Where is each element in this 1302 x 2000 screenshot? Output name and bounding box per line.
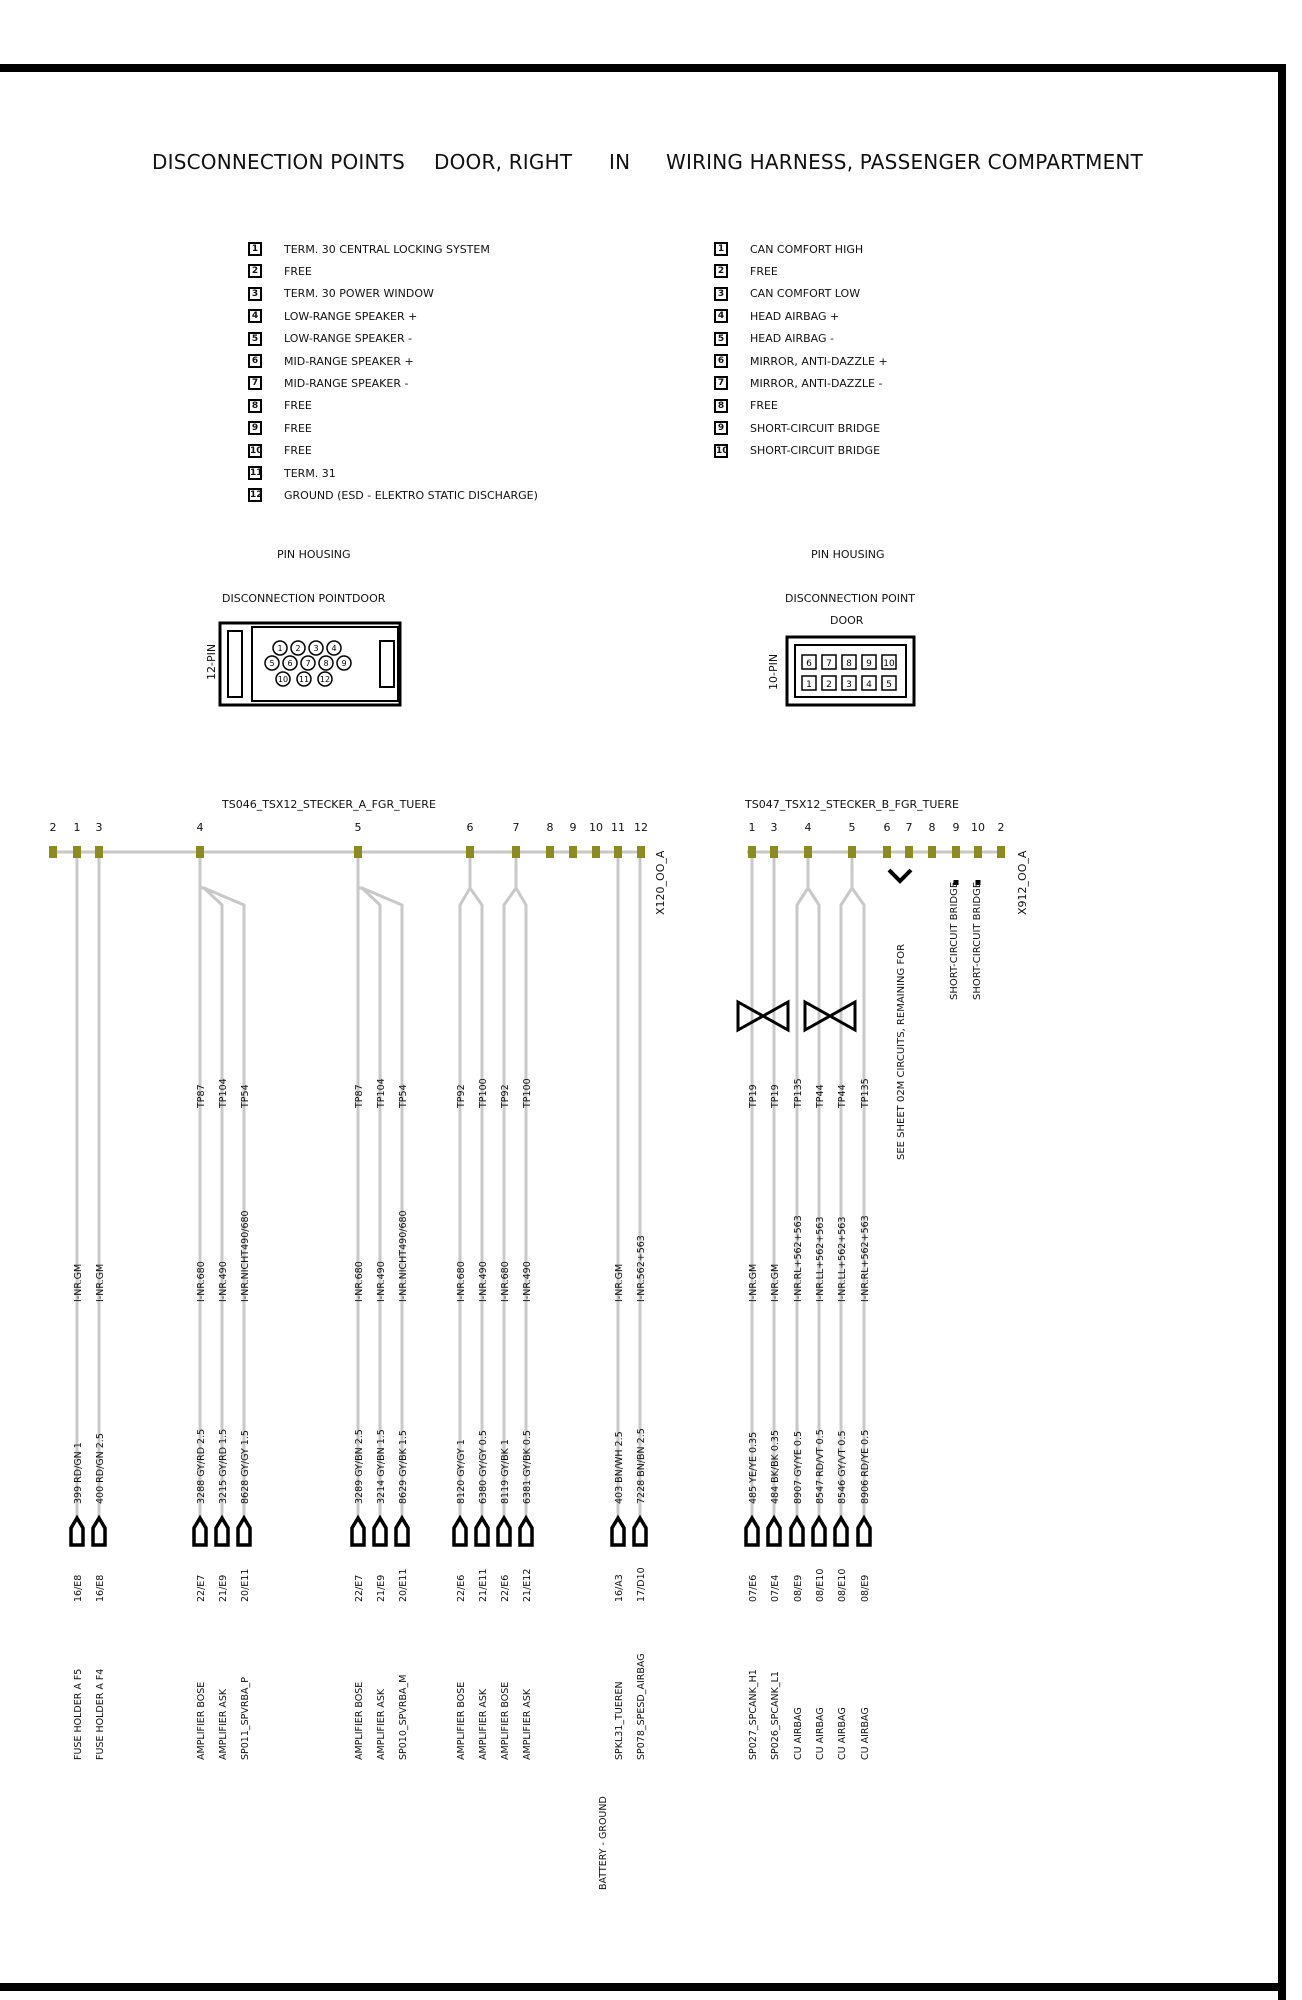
harness-left-pin-number: 1 xyxy=(73,821,81,834)
pin-description: FREE xyxy=(284,421,312,435)
wire-location-label: 22/E6 xyxy=(456,1574,467,1602)
harness-right-pin-number: 6 xyxy=(883,821,891,834)
wire xyxy=(516,858,526,1522)
harness-right-pin-marker xyxy=(928,846,936,858)
left-connector-pin-number: 1 xyxy=(277,644,283,653)
right-connector-pin-number: 9 xyxy=(866,659,872,669)
harness-right-pin-number: 9 xyxy=(952,821,960,834)
pin-description: LOW-RANGE SPEAKER - xyxy=(284,332,413,346)
left-connector-pin-number: 7 xyxy=(305,659,311,668)
wire xyxy=(841,858,852,1522)
wire xyxy=(470,858,482,1522)
wire-location-label: 21/E12 xyxy=(522,1568,533,1602)
harness-left-name: TS046_TSX12_STECKER_A_FGR_TUERE xyxy=(222,798,436,811)
pin-number-box: 7 xyxy=(714,376,728,390)
wire-location-label: 22/E6 xyxy=(500,1574,511,1602)
wire-spec-label: 8547 RD/VT 0.5 xyxy=(815,1429,826,1504)
right-connector-pin-number: 7 xyxy=(826,659,832,669)
test-point-label: TP54 xyxy=(398,1084,409,1108)
wire-reference-label: I-NR.GM xyxy=(748,1263,759,1302)
wire-terminal xyxy=(498,1518,510,1545)
harness-left-pin-marker xyxy=(466,846,474,858)
harness-right-pin-marker xyxy=(952,846,960,858)
wire-reference-label: I-NR.NICHT490/680 xyxy=(240,1210,251,1302)
pin-description: HEAD AIRBAG - xyxy=(750,332,834,346)
wire-location-label: 20/E11 xyxy=(240,1568,251,1602)
wire-terminal xyxy=(520,1518,532,1545)
test-point-label: TP19 xyxy=(748,1084,759,1108)
harness-right-pin-number: 5 xyxy=(848,821,856,834)
left-connector-pin-number: 10 xyxy=(277,675,289,684)
wire-component-label: AMPLIFIER ASK xyxy=(218,1688,229,1760)
pin-description: TERM. 30 POWER WINDOW xyxy=(284,287,434,301)
harness-left-pin-number: 7 xyxy=(512,821,520,834)
harness-left-pin-marker xyxy=(196,846,204,858)
wire-location-label: 08/E9 xyxy=(860,1574,871,1602)
harness-left-pin-marker xyxy=(512,846,520,858)
left-connector-pin-number: 6 xyxy=(287,659,293,668)
wire-reference-label: I-NR.GM xyxy=(770,1263,781,1302)
pin-number-box: 9 xyxy=(248,421,262,435)
wire-terminal xyxy=(835,1518,847,1545)
test-point-label: TP54 xyxy=(240,1084,251,1108)
left-connector-pin-number: 2 xyxy=(295,644,301,653)
wire-terminal xyxy=(454,1518,466,1545)
right-connector-pin-number: 4 xyxy=(866,680,872,690)
wire-location-label: 20/E11 xyxy=(398,1568,409,1602)
test-point-label: TP87 xyxy=(354,1084,365,1108)
test-point-label: TP92 xyxy=(456,1084,467,1108)
harness-left-pin-number: 9 xyxy=(569,821,577,834)
right-connector-housing xyxy=(767,637,914,705)
right-connector-caption-2: DOOR xyxy=(830,614,864,627)
wire-component-label: SP011_SPVRBA_P xyxy=(240,1677,251,1760)
pin-number-box: 9 xyxy=(714,421,728,435)
pin-number-box: 10 xyxy=(250,445,263,456)
wire-reference-label: I-NR.680 xyxy=(456,1261,467,1302)
wire-terminal xyxy=(858,1518,870,1545)
wire-location-label: 08/E9 xyxy=(793,1574,804,1602)
wire-spec-label: 3215 GY/RD 1.5 xyxy=(218,1428,229,1504)
pin-description: TERM. 31 xyxy=(284,466,336,480)
pin-number-box: 11 xyxy=(250,468,263,478)
short-circuit-bridge-label-1: SHORT-CIRCUIT BRIDGE xyxy=(949,881,960,1000)
right-connector-pin-number: 6 xyxy=(806,659,812,669)
wire-component-label-2: BATTERY - GROUND xyxy=(598,1796,609,1890)
harness-left-pin-number: 11 xyxy=(611,821,625,834)
harness-left-pin-number: 2 xyxy=(49,821,57,834)
test-point-label: TP135 xyxy=(793,1078,804,1108)
test-point-label: TP100 xyxy=(478,1078,489,1108)
twisted-pair-icon xyxy=(738,1002,788,1030)
left-connector-pin-number: 5 xyxy=(269,659,275,668)
wire-component-label: SP010_SPVRBA_M xyxy=(398,1674,409,1760)
wire-spec-label: 8628 GY/GY 1.5 xyxy=(240,1430,251,1504)
wire-spec-label: 8546 GY/VT 0.5 xyxy=(837,1430,848,1504)
wire xyxy=(852,858,864,1522)
pin-description: GROUND (ESD - ELEKTRO STATIC DISCHARGE) xyxy=(284,488,538,502)
wire-spec-label: 403 BN/WH 2.5 xyxy=(614,1431,625,1504)
harness-left-tag: X120_OO_A xyxy=(654,850,667,915)
test-point-label: TP104 xyxy=(218,1078,229,1108)
pin-number-box: 2 xyxy=(248,264,262,278)
wire-reference-label: I-NR.490 xyxy=(376,1261,387,1302)
pin-number-box: 1 xyxy=(714,242,728,256)
pin-number-box: 5 xyxy=(714,332,728,346)
wire-spec-label: 7228 BN/BN 2.5 xyxy=(636,1428,647,1504)
wire-terminal xyxy=(71,1518,83,1545)
wire-location-label: 21/E11 xyxy=(478,1568,489,1602)
pin-description: CAN COMFORT HIGH xyxy=(750,242,864,256)
pin-number-box: 4 xyxy=(714,309,728,323)
left-connector-housing xyxy=(205,623,400,705)
test-point-label: TP44 xyxy=(837,1084,848,1108)
wire-spec-label: 485 YE/YE 0.35 xyxy=(748,1431,759,1504)
wire-spec-label: 3289 GY/BN 2.5 xyxy=(354,1429,365,1504)
left-connector-pin-number: 8 xyxy=(323,659,329,668)
pin-number-box: 3 xyxy=(714,287,728,301)
title-disconnection-points: DISCONNECTION POINTS xyxy=(152,150,405,174)
wire-location-label: 16/E8 xyxy=(73,1574,84,1602)
wire-component-label: CU AIRBAG xyxy=(815,1707,826,1760)
wire-reference-label: I-NR.490 xyxy=(218,1261,229,1302)
wire xyxy=(200,858,222,1522)
wire-terminal xyxy=(813,1518,825,1545)
wire-reference-label: I-NR.490 xyxy=(522,1261,533,1302)
pin-number-box: 7 xyxy=(248,376,262,390)
harness-left-pin-marker xyxy=(592,846,600,858)
harness-right-pin-marker xyxy=(770,846,778,858)
wire-reference-label: I-NR.GM xyxy=(95,1263,106,1302)
harness-right-pin-number: 4 xyxy=(804,821,812,834)
sheet-note: SEE SHEET 02M CIRCUITS, REMAINING FOR xyxy=(896,943,907,1160)
test-point-label: TP19 xyxy=(770,1084,781,1108)
harness-left-pin-marker xyxy=(546,846,554,858)
left-connector-pin-count: 12-PIN xyxy=(205,643,218,680)
wire-component-label: AMPLIFIER BOSE xyxy=(354,1681,365,1760)
twisted-pair-icon xyxy=(805,1002,855,1030)
wire-terminal xyxy=(216,1518,228,1545)
wire xyxy=(358,858,380,1522)
wire-reference-label: I-NR.680 xyxy=(196,1261,207,1302)
harness-right-pin-number: 10 xyxy=(971,821,985,834)
pin-number-box: 6 xyxy=(248,354,262,368)
wire-location-label: 08/E10 xyxy=(815,1568,826,1602)
wire-reference-label: I-NR.RL+562+563 xyxy=(860,1215,871,1302)
harness-right-pin-marker xyxy=(997,846,1005,858)
wire-reference-label: I-NR.490 xyxy=(478,1261,489,1302)
wire-reference-label: I-NR.GM xyxy=(614,1263,625,1302)
wire-terminal xyxy=(612,1518,624,1545)
pin-description: FREE xyxy=(750,264,778,278)
harness-left-pin-number: 10 xyxy=(589,821,603,834)
wire xyxy=(797,858,808,1522)
harness-right-pin-number: 2 xyxy=(997,821,1005,834)
pin-number-box: 10 xyxy=(716,445,729,456)
harness-right-pin-marker xyxy=(748,846,756,858)
right-connector-pin-number: 2 xyxy=(826,680,832,690)
wire-terminal xyxy=(374,1518,386,1545)
harness-right-pin-number: 8 xyxy=(928,821,936,834)
pin-description: MID-RANGE SPEAKER - xyxy=(284,376,409,390)
wire-component-label: SPKL31_TUEREN xyxy=(614,1681,625,1760)
right-connector-pin-number: 1 xyxy=(806,680,812,690)
wire-spec-label: 8907 GY/YE 0.5 xyxy=(793,1430,804,1504)
wire-terminal xyxy=(634,1518,646,1545)
pin-number-box: 12 xyxy=(250,490,263,501)
wire-component-label: AMPLIFIER ASK xyxy=(376,1688,387,1760)
wire-component-label: SP078_SPESD_AIRBAG xyxy=(636,1653,647,1760)
harness-right-pin-marker xyxy=(883,846,891,858)
pin-description: FREE xyxy=(284,444,312,458)
wire-reference-label: I-NR.LL+562+563 xyxy=(815,1216,826,1302)
pin-description: HEAD AIRBAG + xyxy=(750,309,840,323)
harness-left-pin-number: 3 xyxy=(95,821,103,834)
wire-location-label: 21/E9 xyxy=(376,1574,387,1602)
right-connector-pin-number: 5 xyxy=(886,680,892,690)
wire-spec-label: 399 RD/GN 1 xyxy=(73,1442,84,1504)
harness-left-pin-number: 6 xyxy=(466,821,474,834)
wire-component-label: FUSE HOLDER A F5 xyxy=(73,1668,84,1760)
pin-description: FREE xyxy=(750,399,778,413)
wire-component-label: SP027_SPCANK_H1 xyxy=(748,1669,759,1760)
right-connector-pin-number: 8 xyxy=(846,659,852,669)
left-connector-pin-number: 4 xyxy=(331,644,337,653)
harness-left-pin-number: 5 xyxy=(354,821,362,834)
harness-left-pin-marker xyxy=(637,846,645,858)
harness-right-pin-number: 7 xyxy=(905,821,913,834)
wire-reference-label: I-NR.680 xyxy=(354,1261,365,1302)
wire-reference-label: I-NR.680 xyxy=(500,1261,511,1302)
harness-left-pin-marker xyxy=(95,846,103,858)
harness-left-pin-marker xyxy=(614,846,622,858)
wire-terminal xyxy=(768,1518,780,1545)
harness-left-pin-marker xyxy=(73,846,81,858)
pin-number-box: 1 xyxy=(248,242,262,256)
harness-left-pin-marker xyxy=(49,846,57,858)
wire xyxy=(808,858,819,1522)
pin-number-box: 6 xyxy=(714,354,728,368)
pin-number-box: 4 xyxy=(248,309,262,323)
wire xyxy=(504,858,516,1522)
wire-location-label: 08/E10 xyxy=(837,1568,848,1602)
pin-number-box: 8 xyxy=(248,399,262,413)
wire-reference-label: I-NR.RL+562+563 xyxy=(793,1215,804,1302)
left-connector-pin-number: 3 xyxy=(313,644,319,653)
pin-description: SHORT-CIRCUIT BRIDGE xyxy=(750,421,881,435)
wire-component-label: FUSE HOLDER A F4 xyxy=(95,1668,106,1760)
wire-location-label: 21/E9 xyxy=(218,1574,229,1602)
wire-spec-label: 8629 GY/BK 1.5 xyxy=(398,1430,409,1504)
harness-left-pin-marker xyxy=(569,846,577,858)
pin-description: MIRROR, ANTI-DAZZLE - xyxy=(750,376,883,390)
test-point-label: TP104 xyxy=(376,1078,387,1108)
wire-location-label: 07/E6 xyxy=(748,1574,759,1602)
wire-component-label: SP026_SPCANK_L1 xyxy=(770,1671,781,1760)
wire-reference-label: I-NR.GM xyxy=(73,1263,84,1302)
wire-terminal xyxy=(476,1518,488,1545)
harness-left-pin-number: 4 xyxy=(196,821,204,834)
title-door-right: DOOR, RIGHT xyxy=(434,150,573,174)
wire-terminal xyxy=(396,1518,408,1545)
left-pin-housing-label: PIN HOUSING xyxy=(277,548,351,561)
wire-component-label: CU AIRBAG xyxy=(837,1707,848,1760)
pin-description: SHORT-CIRCUIT BRIDGE xyxy=(750,444,881,458)
wire-location-label: 17/D10 xyxy=(636,1567,647,1602)
wire-spec-label: 6380 GY/GY 0.5 xyxy=(478,1430,489,1504)
wire-terminal xyxy=(791,1518,803,1545)
right-connector-pin-number: 3 xyxy=(846,680,852,690)
wire-component-label: CU AIRBAG xyxy=(793,1707,804,1760)
harness-right-pin-number: 1 xyxy=(748,821,756,834)
wire-spec-label: 8119 GY/BK 1 xyxy=(500,1439,511,1504)
harness-right-pin-marker xyxy=(804,846,812,858)
harness-left-pin-marker xyxy=(354,846,362,858)
wire-reference-label: I-NR.NICHT490/680 xyxy=(398,1210,409,1302)
right-connector-pin-count: 10-PIN xyxy=(767,653,780,690)
chevron-down-icon xyxy=(889,870,911,881)
wire-component-label: AMPLIFIER BOSE xyxy=(500,1681,511,1760)
pin-number-box: 3 xyxy=(248,287,262,301)
harness-right-pin-marker xyxy=(848,846,856,858)
wire-reference-label: I-NR.562+563 xyxy=(636,1235,647,1302)
pin-description: TERM. 30 CENTRAL LOCKING SYSTEM xyxy=(284,242,490,256)
harness-left-pin-number: 8 xyxy=(546,821,554,834)
wire-location-label: 16/A3 xyxy=(614,1574,625,1602)
wire-location-label: 22/E7 xyxy=(354,1574,365,1602)
wire-spec-label: 8906 RD/YE 0.5 xyxy=(860,1429,871,1504)
wire-spec-label: 8120 GY/GY 1 xyxy=(456,1439,467,1504)
pin-number-box: 8 xyxy=(714,399,728,413)
wire-component-label: AMPLIFIER ASK xyxy=(522,1688,533,1760)
wire-component-label: AMPLIFIER BOSE xyxy=(196,1681,207,1760)
harness-right-tag: X912_OO_A xyxy=(1016,850,1029,915)
wire-reference-label: I-NR.LL+562+563 xyxy=(837,1216,848,1302)
pin-number-box: 5 xyxy=(248,332,262,346)
wire-location-label: 22/E7 xyxy=(196,1574,207,1602)
harness-right-name: TS047_TSX12_STECKER_B_FGR_TUERE xyxy=(745,798,959,811)
pin-description: FREE xyxy=(284,264,312,278)
left-connector-caption: DISCONNECTION POINTDOOR xyxy=(222,592,386,605)
test-point-label: TP92 xyxy=(500,1084,511,1108)
wire-spec-label: 3288 GY/RD 2.5 xyxy=(196,1428,207,1504)
wire-component-label: AMPLIFIER BOSE xyxy=(456,1681,467,1760)
harness-right-pin-number: 3 xyxy=(770,821,778,834)
wire-location-label: 16/E8 xyxy=(95,1574,106,1602)
pin-description: MIRROR, ANTI-DAZZLE + xyxy=(750,354,888,368)
pin-number-box: 2 xyxy=(714,264,728,278)
title-in: IN xyxy=(609,150,631,174)
wire-component-label: AMPLIFIER ASK xyxy=(478,1688,489,1760)
wire-component-label: CU AIRBAG xyxy=(860,1707,871,1760)
wire-location-label: 07/E4 xyxy=(770,1574,781,1602)
left-connector-pin-number: 12 xyxy=(319,675,331,684)
left-connector-pin-number: 11 xyxy=(298,675,310,684)
pin-description: LOW-RANGE SPEAKER + xyxy=(284,309,418,323)
right-connector-pin-number: 10 xyxy=(883,659,895,669)
harness-left-pin-number: 12 xyxy=(634,821,648,834)
wire-terminal xyxy=(352,1518,364,1545)
pin-description: CAN COMFORT LOW xyxy=(750,287,861,301)
wire-terminal xyxy=(238,1518,250,1545)
harness-right-pin-marker xyxy=(974,846,982,858)
test-point-label: TP87 xyxy=(196,1084,207,1108)
left-connector-pin-number: 9 xyxy=(341,659,347,668)
wire-spec-label: 3214 GY/BN 1.5 xyxy=(376,1429,387,1504)
right-pin-housing-label: PIN HOUSING xyxy=(811,548,885,561)
wire-spec-label: 484 BK/BK 0.35 xyxy=(770,1429,781,1504)
test-point-label: TP100 xyxy=(522,1078,533,1108)
wire-terminal xyxy=(746,1518,758,1545)
wire-spec-label: 6381 GY/BK 0.5 xyxy=(522,1430,533,1504)
test-point-label: TP44 xyxy=(815,1084,826,1108)
test-point-label: TP135 xyxy=(860,1078,871,1108)
short-circuit-bridge-label-2: SHORT-CIRCUIT BRIDGE xyxy=(972,881,983,1000)
harness-right-pin-marker xyxy=(905,846,913,858)
right-connector-caption-1: DISCONNECTION POINT xyxy=(785,592,915,605)
pin-description: FREE xyxy=(284,399,312,413)
title-wiring-harness: WIRING HARNESS, PASSENGER COMPARTMENT xyxy=(666,150,1143,174)
wire xyxy=(460,858,470,1522)
wire-terminal xyxy=(93,1518,105,1545)
pin-description: MID-RANGE SPEAKER + xyxy=(284,354,414,368)
wire-spec-label: 400 RD/GN 2.5 xyxy=(95,1433,106,1504)
wire-terminal xyxy=(194,1518,206,1545)
